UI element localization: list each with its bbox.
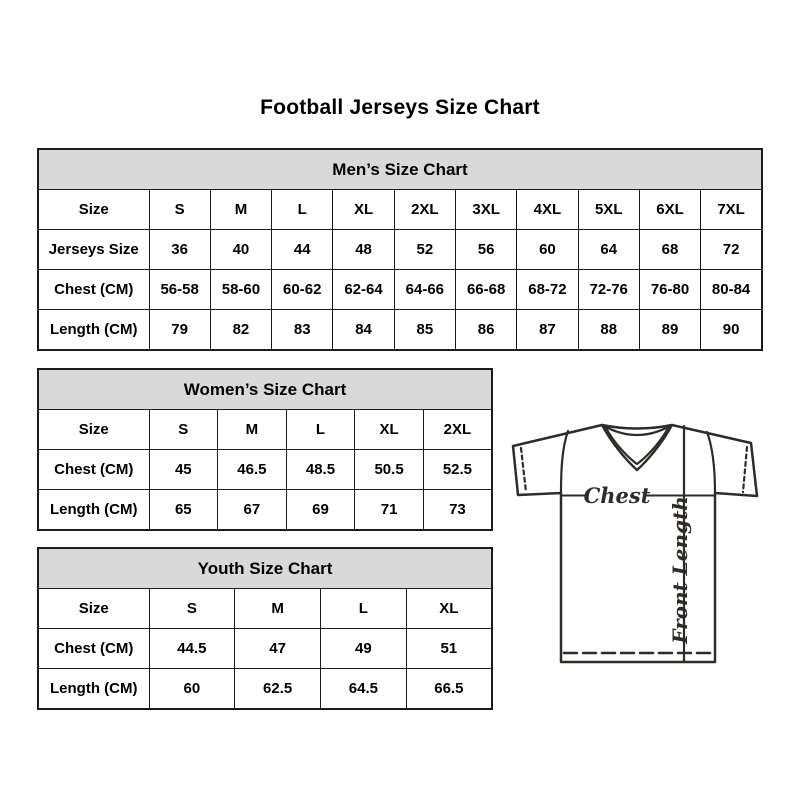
size-cell: 6XL — [639, 190, 700, 230]
value-cell: 64.5 — [321, 669, 407, 710]
size-cell: M — [235, 589, 321, 629]
value-cell: 62-64 — [333, 270, 394, 310]
value-cell: 60 — [517, 230, 578, 270]
value-cell: 66-68 — [455, 270, 516, 310]
table-row — [38, 410, 492, 450]
size-cell: 2XL — [394, 190, 455, 230]
value-cell: 45 — [149, 450, 218, 490]
row-label: Size — [38, 589, 149, 629]
table-row — [38, 270, 762, 310]
chest-label: Chest — [583, 483, 651, 508]
jersey-left-cuff-stitch — [521, 448, 526, 492]
value-cell: 64-66 — [394, 270, 455, 310]
table-row — [38, 589, 492, 629]
size-cell: 7XL — [701, 190, 762, 230]
table-row — [38, 450, 492, 490]
value-cell: 66.5 — [406, 669, 492, 710]
value-cell: 68-72 — [517, 270, 578, 310]
value-cell: 71 — [355, 490, 424, 531]
value-cell: 60-62 — [272, 270, 333, 310]
value-cell: 40 — [210, 230, 271, 270]
front-length-label: Front Length — [668, 496, 692, 644]
value-cell: 36 — [149, 230, 210, 270]
value-cell: 80-84 — [701, 270, 762, 310]
size-cell: XL — [333, 190, 394, 230]
size-cell: L — [321, 589, 407, 629]
size-cell: M — [210, 190, 271, 230]
value-cell: 50.5 — [355, 450, 424, 490]
jersey-left-seam — [561, 431, 568, 493]
value-cell: 68 — [639, 230, 700, 270]
size-cell: 4XL — [517, 190, 578, 230]
value-cell: 73 — [423, 490, 492, 531]
size-cell: L — [272, 190, 333, 230]
value-cell: 49 — [321, 629, 407, 669]
value-cell: 64 — [578, 230, 639, 270]
size-cell: L — [286, 410, 355, 450]
youth-title-row — [38, 548, 492, 589]
womens-size-table — [37, 368, 493, 531]
value-cell: 56 — [455, 230, 516, 270]
youth-table-title: Youth Size Chart — [38, 548, 492, 589]
youth-size-table — [37, 547, 493, 710]
table-row — [38, 669, 492, 710]
size-cell: S — [149, 190, 210, 230]
size-cell: XL — [406, 589, 492, 629]
value-cell: 67 — [218, 490, 287, 531]
value-cell: 79 — [149, 310, 210, 351]
value-cell: 72-76 — [578, 270, 639, 310]
table-row — [38, 310, 762, 351]
value-cell: 65 — [149, 490, 218, 531]
mens-size-table — [37, 148, 763, 351]
table-row — [38, 629, 492, 669]
value-cell: 89 — [639, 310, 700, 351]
row-label: Chest (CM) — [38, 270, 149, 310]
value-cell: 60 — [149, 669, 235, 710]
jersey-right-cuff-stitch — [743, 447, 747, 492]
value-cell: 86 — [455, 310, 516, 351]
row-label: Size — [38, 190, 149, 230]
table-row — [38, 490, 492, 531]
value-cell: 84 — [333, 310, 394, 351]
page-title: Football Jerseys Size Chart — [260, 96, 540, 119]
value-cell: 47 — [235, 629, 321, 669]
value-cell: 69 — [286, 490, 355, 531]
row-label: Jerseys Size — [38, 230, 149, 270]
mens-title-row — [38, 149, 762, 190]
value-cell: 62.5 — [235, 669, 321, 710]
value-cell: 82 — [210, 310, 271, 351]
value-cell: 72 — [701, 230, 762, 270]
value-cell: 87 — [517, 310, 578, 351]
womens-table-title: Women’s Size Chart — [38, 369, 492, 410]
value-cell: 52 — [394, 230, 455, 270]
womens-title-row — [38, 369, 492, 410]
jersey-right-seam — [707, 432, 715, 493]
value-cell: 76-80 — [639, 270, 700, 310]
value-cell: 48.5 — [286, 450, 355, 490]
row-label: Chest (CM) — [38, 629, 149, 669]
table-row — [38, 230, 762, 270]
size-cell: 2XL — [423, 410, 492, 450]
mens-table-title: Men’s Size Chart — [38, 149, 762, 190]
size-cell: M — [218, 410, 287, 450]
table-row — [38, 190, 762, 230]
value-cell: 44 — [272, 230, 333, 270]
value-cell: 85 — [394, 310, 455, 351]
value-cell: 56-58 — [149, 270, 210, 310]
value-cell: 90 — [701, 310, 762, 351]
size-cell: 5XL — [578, 190, 639, 230]
jersey-outline — [513, 425, 757, 662]
value-cell: 48 — [333, 230, 394, 270]
value-cell: 58-60 — [210, 270, 271, 310]
row-label: Length (CM) — [38, 669, 149, 710]
value-cell: 52.5 — [423, 450, 492, 490]
row-label: Size — [38, 410, 149, 450]
size-cell: S — [149, 410, 218, 450]
value-cell: 51 — [406, 629, 492, 669]
row-label: Length (CM) — [38, 310, 149, 351]
size-cell: 3XL — [455, 190, 516, 230]
value-cell: 46.5 — [218, 450, 287, 490]
value-cell: 44.5 — [149, 629, 235, 669]
size-cell: XL — [355, 410, 424, 450]
value-cell: 88 — [578, 310, 639, 351]
row-label: Length (CM) — [38, 490, 149, 531]
row-label: Chest (CM) — [38, 450, 149, 490]
size-cell: S — [149, 589, 235, 629]
jersey-diagram — [500, 400, 800, 700]
value-cell: 83 — [272, 310, 333, 351]
